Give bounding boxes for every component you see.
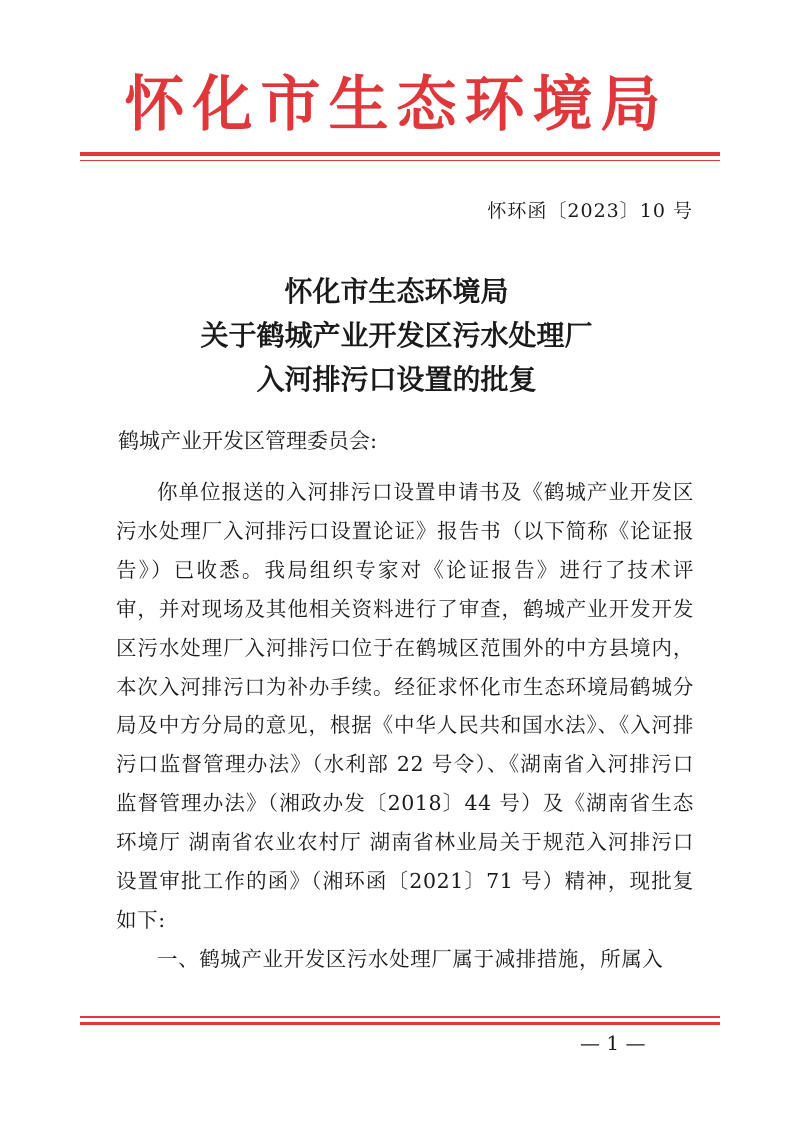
footer-rule-top: [80, 1016, 720, 1018]
header-rule-thick: [80, 152, 720, 156]
agency-masthead: 怀化市生态环境局: [124, 70, 669, 140]
title-line-2: 关于鹤城产业开发区污水处理厂: [200, 319, 593, 352]
footer-rule-bottom: [80, 1022, 720, 1025]
body-paragraph-2: 一、鹤城产业开发区污水处理厂属于减排措施，所属入: [157, 946, 664, 971]
page-number: — 1 —: [580, 1031, 646, 1055]
document-body: [116, 473, 694, 979]
body-paragraph-1: 你单位报送的入河排污口设置申请书及《鹤城产业开发区污水处理厂入河排污口设置论证》报告书（以下简称《论证报告》）已收悉。我局组织专家对《论证报告》进行了技术评审，并对现场及其他相关资料进行了审查，鹤城产业开发开发区污水处理厂入河排污口位于在鹤城区范围外的中方县境内，本次入河排污口为补办手续。经征求怀化市生态环境局鹤城分局及中方分局的意见，根据《中华人民共和国水法》、《入河排污口监督管理办法》（水利部 22 号令）、《湖南省入河排污口监督管理办法》（湘政办发〔2018〕44 号）及《湖南省生态环境厅 湖南省农业农村厅 湖南省林业局关于规范入河排污口设置审批工作的函》（湘环函〔2021〕71 号）精神，现批复如下:: [116, 480, 694, 932]
title-line-1: 怀化市生态环境局: [284, 275, 509, 308]
recipient-line: 鹤城产业开发区管理委员会:: [118, 429, 378, 453]
document-number: 怀环函〔2023〕10 号: [487, 200, 693, 222]
header-rule-thin: [80, 160, 720, 161]
title-line-3: 入河排污口设置的批复: [256, 363, 537, 396]
document-title: [0, 270, 793, 402]
